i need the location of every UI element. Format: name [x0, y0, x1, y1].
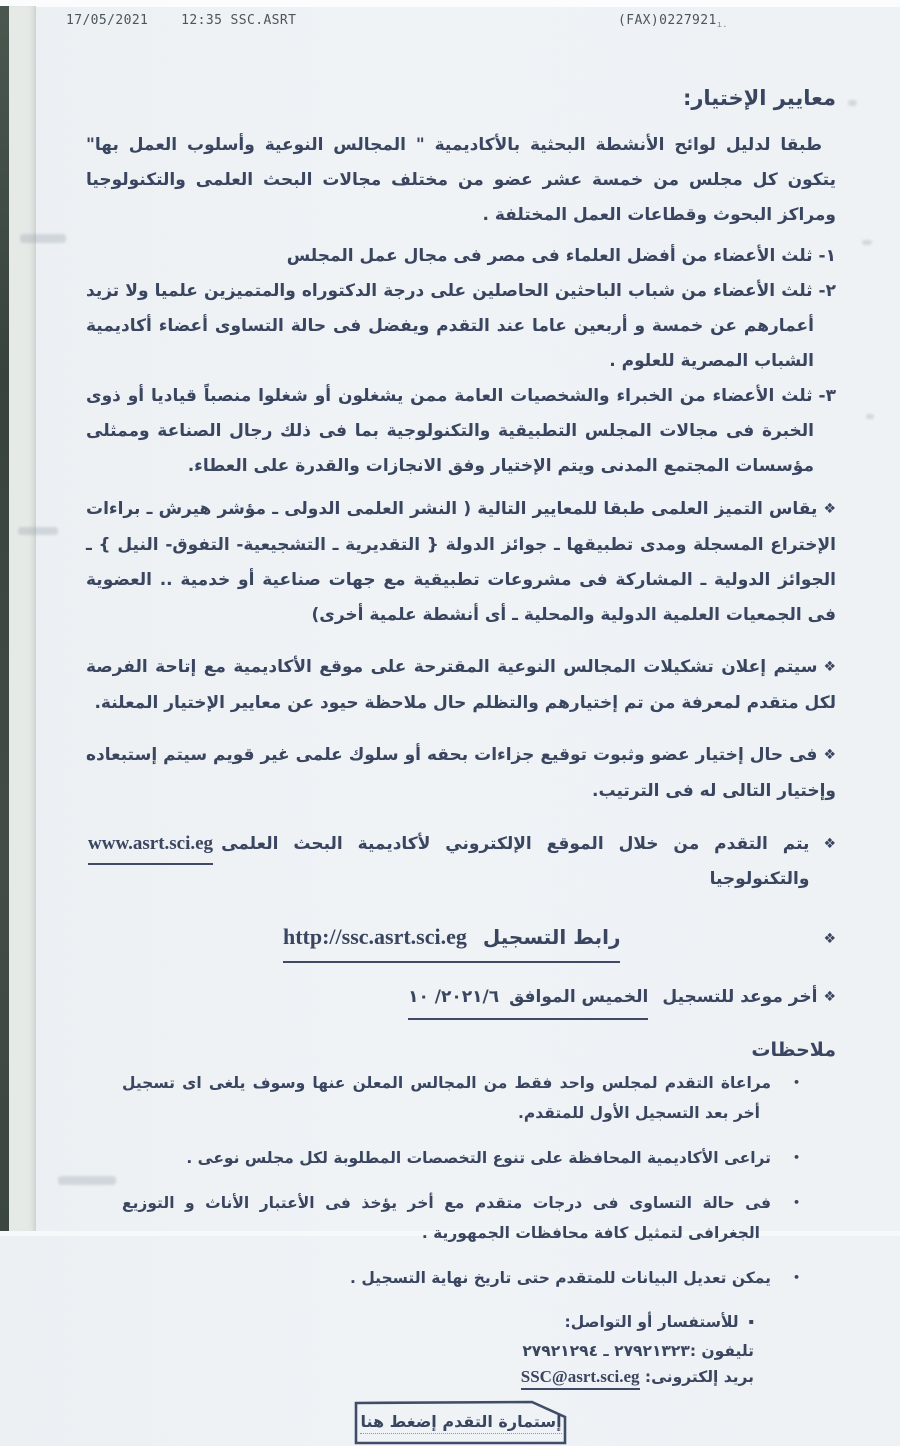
- item-text: يتم التقدم من خلال الموقع الإلكتروني لأكاديمية البحث العلمى والتكنولوجيا: [221, 834, 810, 889]
- diamond-bullet-icon: ❖: [823, 501, 836, 517]
- membership-rules-list: [86, 239, 836, 484]
- diamond-bullet-icon: ❖: [823, 989, 836, 1005]
- diamond-bullet-icon: ❖: [823, 836, 836, 852]
- contact-heading-text: للأستفسار أو التواصل:: [564, 1313, 739, 1331]
- item-text: يقاس التميز العلمى طبقا للمعايير التالية ( النشر العلمى الدولى ـ مؤشر هيرش ـ براءات الإختراع المسجلة ومدى تطبيقها ـ جوائز الدولة { التقديرية ـ التشجيعية- التفوق- النيل } ـ الجوائز الدولية ـ المشاركة فى مشروعات تطبيقية مع جهات صناعية أو خدمية .. العضوية فى الجمعيات العلمية الدولية والمحلية ـ أى أنشطة علمية أخرى): [86, 499, 836, 625]
- apply-instruction: [86, 826, 836, 897]
- scan-smudge: [848, 100, 857, 106]
- deadline-day: الخميس الموافق: [509, 987, 649, 1007]
- square-bullet-icon: ▪: [748, 1317, 754, 1326]
- email-label: بريد إلكترونى:: [644, 1368, 754, 1386]
- scan-smudge: [862, 240, 872, 245]
- list-item: [86, 274, 836, 379]
- fax-timestamp: 17/05/2021 12:35 SSC.ASRT: [66, 13, 297, 28]
- contact-heading: [122, 1309, 754, 1338]
- email-link[interactable]: SSC@asrt.sci.eg: [521, 1367, 640, 1390]
- academy-website-link[interactable]: www.asrt.sci.eg: [88, 826, 213, 865]
- note-item: •مراعاة التقدم لمجلس واحد فقط من المجالس المعلن عنها وسوف يلغى اى تسجيل أخر بعد التسجيل الأول للمتقدم.: [122, 1074, 800, 1122]
- item-number: ١-: [818, 246, 836, 266]
- item-number: ٢-: [818, 281, 836, 301]
- note-text: مراعاة التقدم لمجلس واحد فقط من المجالس المعلن عنها وسوف يلغى اى تسجيل أخر بعد التسجيل الأول للمتقدم.: [122, 1074, 771, 1122]
- scan-smudge: [866, 414, 874, 419]
- document-body: [86, 0, 836, 1431]
- item-text: فى حال إختيار عضو وثبوت توقيع جزاءات بحقه أو سلوك علمى غير قويم سيتم إستبعاده وإختيار التالى له فى الترتيب.: [86, 745, 836, 801]
- scan-edge-dark: [0, 6, 9, 1236]
- page-title: معايير الإختيار:: [682, 86, 836, 110]
- list-item: [86, 738, 836, 809]
- diamond-bullet-icon: ❖: [823, 931, 836, 947]
- scan-edge-light: [9, 6, 36, 1236]
- contact-block: [122, 1309, 754, 1390]
- email-line: [126, 1364, 754, 1390]
- registration-link[interactable]: [283, 917, 621, 963]
- item-number: ٣-: [818, 386, 836, 406]
- list-item: [86, 650, 836, 721]
- item-text: ثلث الأعضاء من الخبراء والشخصيات العامة ممن يشغلون أو شغلوا منصباً قياديا أو ذوى الخبرة فى مجالات المجلس التطبيقية والتكنولوجية بما فى ذلك رجال الصناعة وممثلى مؤسسات المجتمع المدنى ويتم الإختيار وفق الانجازات والقدرة على العطاء.: [86, 386, 814, 476]
- registration-url[interactable]: http://ssc.asrt.sci.eg: [282, 924, 467, 949]
- fax-number-tail: ı.: [716, 20, 728, 30]
- application-form-label: إستمارة التقدم إضغط هنا: [360, 1412, 561, 1434]
- scan-smudge: [18, 527, 58, 535]
- criteria-bullet-list: [86, 492, 836, 1020]
- registration-link-row: [86, 914, 836, 963]
- deadline-date: ٢٠٢١/٦/ ١٠: [408, 987, 500, 1007]
- item-text: ثلث الأعضاء من شباب الباحثين الحاصلين على درجة الدكتوراه والمتميزين علميا ولا تزيد أعمارهم عن خمسة و أربعين عاما عند التقدم ويفضل فى حالة التساوى أعضاء أكاديمية الشباب المصرية للعلوم .: [86, 281, 814, 371]
- list-item: [86, 239, 836, 274]
- intro-paragraph: طبقا لدليل لوائح الأنشطة البحثية بالأكاديمية " المجالس النوعية وأسلوب العمل بها" يتكون كل مجلس من خمسة عشر عضو من مختلف مجالات البحث العلمى والتكنولوجيا ومراكز البحوث وقطاعات العمل المختلفة .: [86, 135, 836, 225]
- note-text: يمكن تعديل البيانات للمتقدم حتى تاريخ نهاية التسجيل .: [350, 1268, 771, 1287]
- list-item: [86, 492, 836, 633]
- fax-number: $(FAX)0227921_{ı.}$: [618, 13, 728, 30]
- item-text: سيتم إعلان تشكيلات المجالس النوعية المقترحة على موقع الأكاديمية مع إتاحة الفرصة لكل متقدم لمعرفة من تم إختيارهم والتظلم حال ملاحظة حيود عن معايير الإختيار المعلنة.: [86, 657, 836, 713]
- note-item: •تراعى الأكاديمية المحافظة على تنوع التخصصات المطلوبة لكل مجلس نوعى .: [186, 1148, 800, 1167]
- diamond-bullet-icon: ❖: [823, 747, 836, 763]
- note-text: فى حالة التساوى فى درجات متقدم مع أخر يؤخذ فى الأعتبار الأناث و التوزيع الجغرافى لتمثيل كافة محافظات الجمهورية .: [122, 1194, 771, 1242]
- deadline-value: [408, 980, 648, 1020]
- item-text: ثلث الأعضاء من أفضل العلماء فى مصر فى مجال عمل المجلس: [286, 246, 813, 266]
- scan-smudge: [20, 234, 66, 243]
- notes-list: [122, 1069, 800, 1390]
- list-item: [86, 379, 836, 484]
- deadline-row: [86, 980, 836, 1020]
- notes-heading: ملاحظات: [751, 1039, 836, 1061]
- note-item: •يمكن تعديل البيانات للمتقدم حتى تاريخ نهاية التسجيل .: [350, 1268, 800, 1287]
- diamond-bullet-icon: ❖: [823, 659, 836, 675]
- deadline-label: أخر موعد للتسجيل: [662, 987, 818, 1007]
- registration-link-label: رابط التسجيل: [482, 925, 621, 949]
- application-form-button[interactable]: [354, 1400, 568, 1446]
- note-text: تراعى الأكاديمية المحافظة على تنوع التخصصات المطلوبة لكل مجلس نوعى .: [186, 1148, 771, 1167]
- phone-line: تليفون :٢٧٩٢١٣٢٣ ـ ٢٧٩٢١٢٩٤: [522, 1342, 754, 1360]
- note-item: •فى حالة التساوى فى درجات متقدم مع أخر يؤخذ فى الأعتبار الأناث و التوزيع الجغرافى لتمثيل كافة محافظات الجمهورية .: [122, 1194, 800, 1242]
